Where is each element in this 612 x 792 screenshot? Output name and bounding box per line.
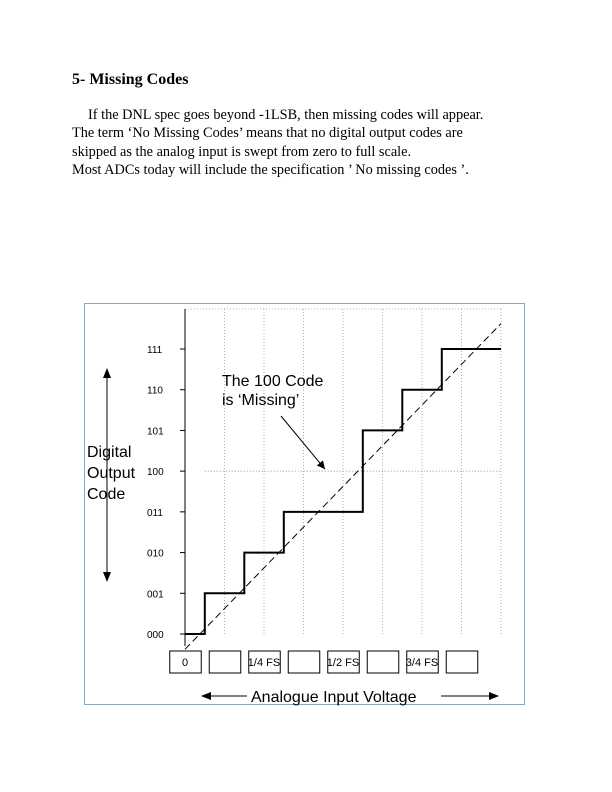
y-axis-arrow-up-icon (103, 368, 111, 378)
x-tick-label: 1/2 FS (326, 657, 360, 669)
y-axis-title-line: Code (87, 486, 126, 503)
annotation-arrowhead-icon (317, 460, 325, 469)
paragraph-line: The term ‘No Missing Codes’ means that no digital output codes are (72, 125, 463, 142)
y-tick-label: 001 (147, 589, 164, 601)
y-tick-label: 100 (147, 467, 164, 479)
annotation-arrow-shaft (281, 416, 325, 469)
y-axis-arrow-down-icon (103, 572, 111, 582)
body-paragraph (72, 106, 542, 179)
adc-transfer-figure (84, 303, 525, 705)
y-tick-label: 011 (147, 507, 163, 519)
x-tick-box (209, 651, 241, 673)
annotation-line: is ‘Missing’ (222, 392, 300, 409)
x-tick-label: 1/4 FS (247, 657, 281, 669)
x-tick-label: 0 (181, 657, 189, 669)
annotation-layer (281, 416, 325, 469)
y-axis-title-line: Output (87, 465, 136, 482)
y-tick-label: 111 (147, 345, 163, 356)
y-tick-label: 010 (147, 548, 164, 560)
x-axis-title: Analogue Input Voltage (251, 689, 417, 706)
x-axis-arrow-left-icon (201, 692, 211, 700)
paragraph-line: skipped as the analog input is swept from zero to full scale. (72, 143, 412, 160)
x-tick-box (367, 651, 399, 673)
annotation-line: The 100 Code (222, 373, 324, 390)
axis-layer (170, 309, 478, 673)
y-tick-label: 110 (147, 385, 163, 397)
x-tick-box (446, 651, 478, 673)
paragraph-line: Most ADCs today will include the specification ’ No missing codes ’. (72, 161, 469, 178)
y-tick-label: 000 (147, 630, 164, 641)
x-tick-box (288, 651, 320, 673)
x-tick-label: 3/4 FS (405, 657, 439, 669)
y-tick-label: 101 (147, 426, 164, 438)
section-heading: 5- Missing Codes (72, 71, 189, 88)
x-axis-arrow-right-icon (489, 692, 499, 700)
y-axis-title-line: Digital (87, 444, 132, 461)
transfer-function-chart (85, 304, 526, 706)
paragraph-line: If the DNL spec goes beyond -1LSB, then missing codes will appear. (88, 107, 484, 123)
